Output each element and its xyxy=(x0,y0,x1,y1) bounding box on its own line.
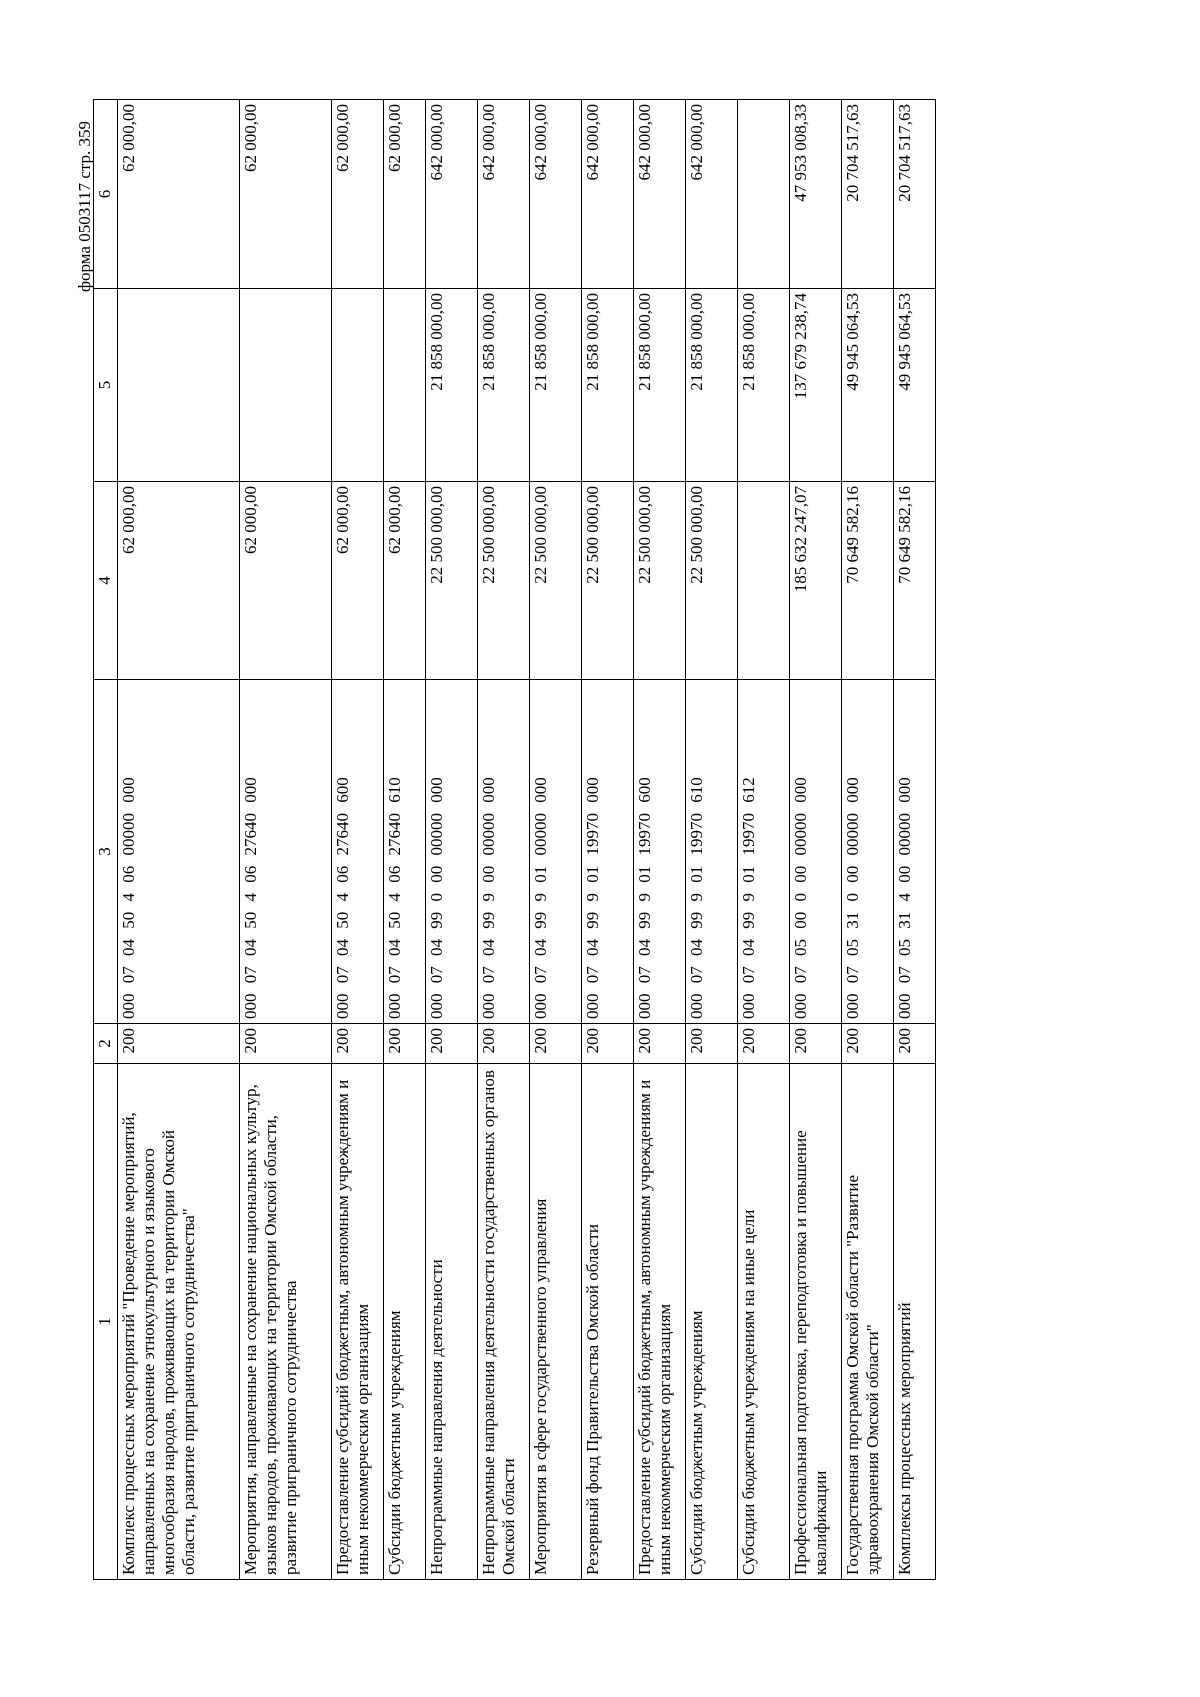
line-code: 200 xyxy=(686,1024,738,1064)
approved-amount: 62 000,00 xyxy=(332,482,384,680)
table-row xyxy=(118,100,240,1580)
budget-classification-code: 000 07 04 99 9 01 19970 610 xyxy=(686,680,738,1024)
unexecuted-amount: 642 000,00 xyxy=(426,100,478,289)
executed-amount: 21 858 000,00 xyxy=(634,289,686,482)
line-code: 200 xyxy=(582,1024,634,1064)
budget-classification-code: 000 07 04 50 4 06 27640 000 xyxy=(240,680,332,1024)
approved-amount: 62 000,00 xyxy=(240,482,332,680)
column-number: 6 xyxy=(94,100,118,289)
budget-classification-code: 000 07 04 99 9 01 19970 000 xyxy=(582,680,634,1024)
row-name: Профессиональная подготовка, переподготовка и повышение квалификации xyxy=(790,1064,842,1580)
table-row xyxy=(332,100,384,1580)
line-code: 200 xyxy=(240,1024,332,1064)
executed-amount: 49 945 064,53 xyxy=(842,289,894,482)
budget-classification-code: 000 07 05 00 0 00 00000 000 xyxy=(790,680,842,1024)
row-name: Комплекс процессных мероприятий "Проведение мероприятий, направленных на сохранение этнокультурного и языкового многообразия народов, проживающих на территории Омской области, развитие приграничного сотрудничества" xyxy=(118,1064,240,1580)
executed-amount: 21 858 000,00 xyxy=(582,289,634,482)
budget-classification-code: 000 07 05 31 4 00 00000 000 xyxy=(894,680,936,1024)
approved-amount: 22 500 000,00 xyxy=(634,482,686,680)
column-number: 1 xyxy=(94,1064,118,1580)
row-name: Предоставление субсидий бюджетным, автономным учреждениям и иным некоммерческим организациям xyxy=(332,1064,384,1580)
approved-amount: 70 649 582,16 xyxy=(894,482,936,680)
unexecuted-amount: 20 704 517,63 xyxy=(842,100,894,289)
budget-classification-code: 000 07 04 50 4 06 27640 610 xyxy=(384,680,426,1024)
executed-amount: 21 858 000,00 xyxy=(530,289,582,482)
line-code: 200 xyxy=(634,1024,686,1064)
table-row xyxy=(686,100,738,1580)
unexecuted-amount: 62 000,00 xyxy=(384,100,426,289)
line-code: 200 xyxy=(530,1024,582,1064)
line-code: 200 xyxy=(738,1024,790,1064)
unexecuted-amount: 62 000,00 xyxy=(118,100,240,289)
executed-amount: 21 858 000,00 xyxy=(738,289,790,482)
row-name: Резервный фонд Правительства Омской области xyxy=(582,1064,634,1580)
table-row xyxy=(582,100,634,1580)
column-number: 5 xyxy=(94,289,118,482)
budget-classification-code: 000 07 04 99 0 00 00000 000 xyxy=(426,680,478,1024)
unexecuted-amount: 642 000,00 xyxy=(530,100,582,289)
budget-classification-code: 000 07 04 99 9 00 00000 000 xyxy=(478,680,530,1024)
budget-classification-code: 000 07 04 99 9 01 19970 600 xyxy=(634,680,686,1024)
approved-amount xyxy=(738,482,790,680)
table-row xyxy=(634,100,686,1580)
approved-amount: 22 500 000,00 xyxy=(530,482,582,680)
row-name: Субсидии бюджетным учреждениям на иные цели xyxy=(738,1064,790,1580)
column-number: 3 xyxy=(94,680,118,1024)
executed-amount: 21 858 000,00 xyxy=(426,289,478,482)
table-row xyxy=(842,100,894,1580)
approved-amount: 22 500 000,00 xyxy=(426,482,478,680)
form-reference: форма 0503117 стр. 359 xyxy=(75,121,94,292)
budget-classification-code: 000 07 04 50 4 06 00000 000 xyxy=(118,680,240,1024)
executed-amount xyxy=(118,289,240,482)
unexecuted-amount: 47 953 008,33 xyxy=(790,100,842,289)
column-number-row xyxy=(94,100,118,1580)
executed-amount xyxy=(332,289,384,482)
table-row xyxy=(738,100,790,1580)
executed-amount: 21 858 000,00 xyxy=(686,289,738,482)
line-code: 200 xyxy=(118,1024,240,1064)
budget-classification-code: 000 07 04 99 9 01 19970 612 xyxy=(738,680,790,1024)
row-name: Непрограммные направления деятельности xyxy=(426,1064,478,1580)
row-name: Мероприятия, направленные на сохранение национальных культур, языков народов, проживающих на территории Омской области, развитие приграничного сотрудничества xyxy=(240,1064,332,1580)
row-name: Комплексы процессных мероприятий xyxy=(894,1064,936,1580)
executed-amount xyxy=(384,289,426,482)
unexecuted-amount: 642 000,00 xyxy=(582,100,634,289)
approved-amount: 62 000,00 xyxy=(118,482,240,680)
approved-amount: 62 000,00 xyxy=(384,482,426,680)
line-code: 200 xyxy=(426,1024,478,1064)
line-code: 200 xyxy=(332,1024,384,1064)
unexecuted-amount: 20 704 517,63 xyxy=(894,100,936,289)
column-number: 4 xyxy=(94,482,118,680)
table-row xyxy=(240,100,332,1580)
approved-amount: 22 500 000,00 xyxy=(686,482,738,680)
table-row xyxy=(384,100,426,1580)
executed-amount xyxy=(240,289,332,482)
executed-amount: 137 679 238,74 xyxy=(790,289,842,482)
executed-amount: 49 945 064,53 xyxy=(894,289,936,482)
row-name: Государственная программа Омской области "Развитие здравоохранения Омской области" xyxy=(842,1064,894,1580)
table-row xyxy=(478,100,530,1580)
table-row xyxy=(530,100,582,1580)
row-name: Непрограммные направления деятельности государственных органов Омской области xyxy=(478,1064,530,1580)
budget-classification-code: 000 07 04 50 4 06 27640 600 xyxy=(332,680,384,1024)
row-name: Субсидии бюджетным учреждениям xyxy=(686,1064,738,1580)
approved-amount: 22 500 000,00 xyxy=(478,482,530,680)
budget-classification-code: 000 07 04 99 9 01 00000 000 xyxy=(530,680,582,1024)
budget-table xyxy=(93,99,936,1580)
line-code: 200 xyxy=(478,1024,530,1064)
unexecuted-amount: 62 000,00 xyxy=(240,100,332,289)
approved-amount: 22 500 000,00 xyxy=(582,482,634,680)
approved-amount: 70 649 582,16 xyxy=(842,482,894,680)
line-code: 200 xyxy=(790,1024,842,1064)
unexecuted-amount xyxy=(738,100,790,289)
budget-classification-code: 000 07 05 31 0 00 00000 000 xyxy=(842,680,894,1024)
row-name: Предоставление субсидий бюджетным, автономным учреждениям и иным некоммерческим организациям xyxy=(634,1064,686,1580)
unexecuted-amount: 642 000,00 xyxy=(634,100,686,289)
unexecuted-amount: 642 000,00 xyxy=(478,100,530,289)
table-row xyxy=(790,100,842,1580)
approved-amount: 185 632 247,07 xyxy=(790,482,842,680)
unexecuted-amount: 642 000,00 xyxy=(686,100,738,289)
line-code: 200 xyxy=(842,1024,894,1064)
unexecuted-amount: 62 000,00 xyxy=(332,100,384,289)
row-name: Мероприятия в сфере государственного управления xyxy=(530,1064,582,1580)
line-code: 200 xyxy=(894,1024,936,1064)
row-name: Субсидии бюджетным учреждениям xyxy=(384,1064,426,1580)
executed-amount: 21 858 000,00 xyxy=(478,289,530,482)
line-code: 200 xyxy=(384,1024,426,1064)
column-number: 2 xyxy=(94,1024,118,1064)
table-row xyxy=(894,100,936,1580)
table-row xyxy=(426,100,478,1580)
table-body xyxy=(94,100,936,1580)
